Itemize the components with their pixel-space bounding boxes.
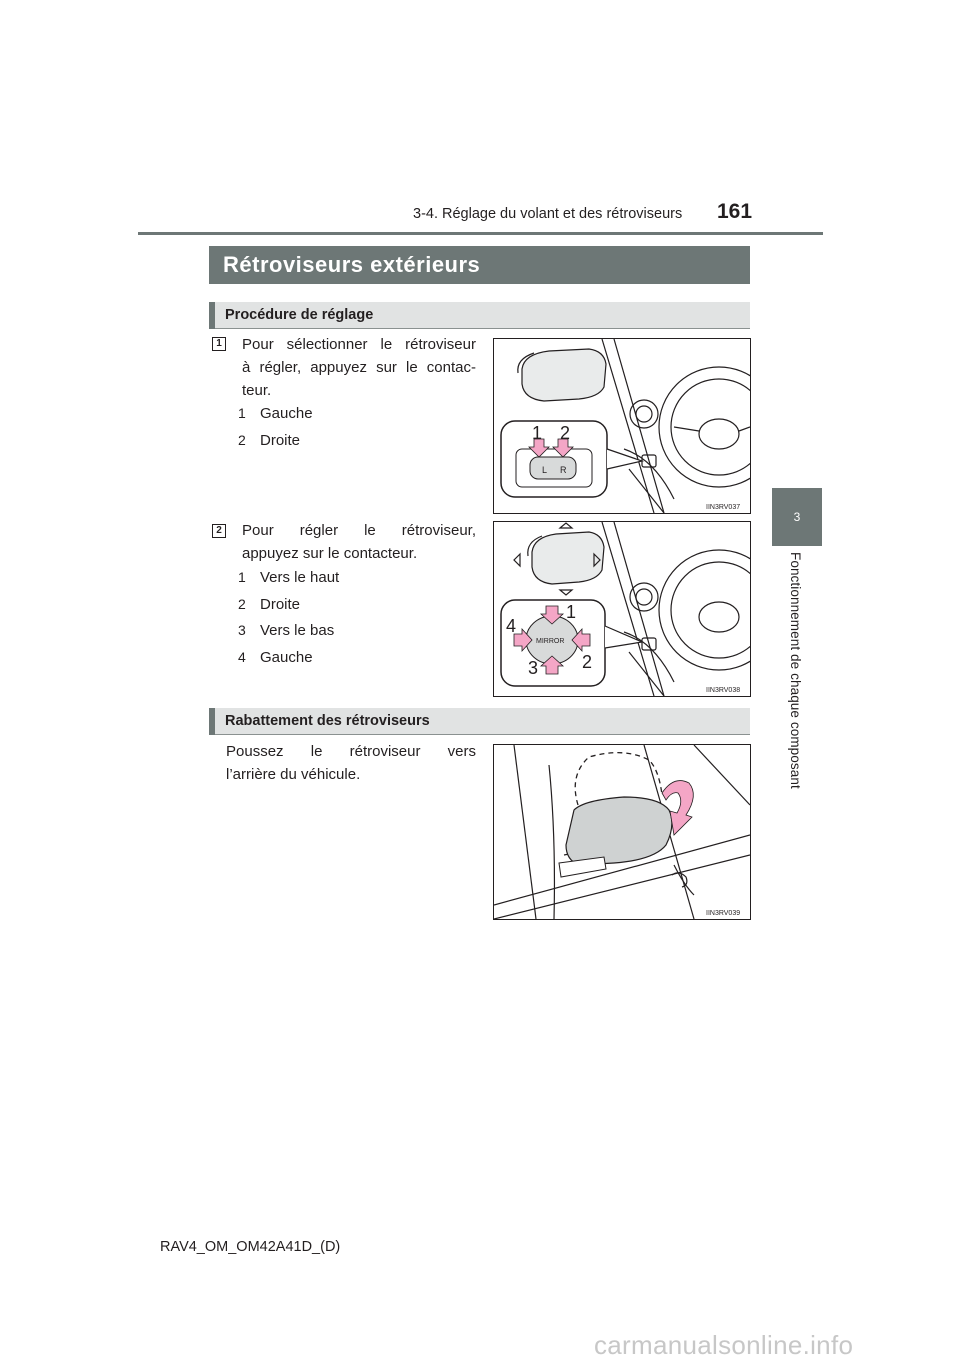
figure-mirror-adjust-switch bbox=[493, 521, 751, 697]
figure-1-illustration bbox=[494, 339, 750, 513]
item-number: 2 bbox=[238, 596, 246, 612]
header-rule bbox=[138, 232, 823, 235]
item-label: Droite bbox=[260, 432, 301, 449]
procedure-heading: Procédure de réglage bbox=[225, 307, 374, 323]
figure-code: IIN3RV039 bbox=[706, 910, 741, 917]
callout-2: 2 bbox=[560, 423, 571, 443]
step-1-line-3: teur. bbox=[242, 382, 272, 399]
folding-line-2: l’arrière du véhicule. bbox=[226, 766, 361, 783]
figure-code: IIN3RV038 bbox=[706, 687, 741, 694]
page-title-bar bbox=[209, 246, 750, 284]
item-number: 1 bbox=[238, 405, 246, 421]
page-title: Rétroviseurs extérieurs bbox=[223, 252, 481, 277]
figure-3-illustration bbox=[494, 745, 750, 919]
figure-2-illustration bbox=[494, 522, 750, 696]
item-label: Vers le bas bbox=[260, 622, 335, 639]
item-label: Gauche bbox=[260, 649, 313, 666]
item-label: Droite bbox=[260, 596, 301, 613]
callout-2: 2 bbox=[582, 652, 593, 672]
mirror-switch-label: MIRROR bbox=[536, 638, 565, 645]
chapter-title-vertical: Fonctionnement de chaque composant bbox=[788, 552, 803, 789]
page-number: 161 bbox=[717, 200, 753, 223]
callout-1: 1 bbox=[532, 423, 543, 443]
figure-mirror-folding bbox=[493, 744, 751, 920]
section-header: 3-4. Réglage du volant et des rétroviseurs bbox=[413, 206, 683, 222]
item-number: 2 bbox=[238, 432, 246, 448]
folding-heading-bar bbox=[209, 708, 750, 735]
figure-mirror-select-switch bbox=[493, 338, 751, 514]
step-2-line-2: appuyez sur le contacteur. bbox=[242, 545, 418, 562]
step-2-marker: 2 bbox=[212, 524, 226, 538]
item-label: Vers le haut bbox=[260, 569, 340, 586]
item-number: 3 bbox=[238, 622, 246, 638]
item-number: 1 bbox=[238, 569, 246, 585]
folding-heading: Rabattement des rétroviseurs bbox=[225, 713, 430, 729]
callout-1: 1 bbox=[566, 602, 577, 622]
callout-3: 3 bbox=[528, 658, 539, 678]
switch-label-left: L bbox=[542, 465, 548, 475]
step-1-line-2: à régler, appuyez sur le contac- bbox=[242, 359, 476, 376]
step-1-line-1: Pour sélectionner le rétroviseur bbox=[242, 336, 476, 353]
chapter-tab: 3 bbox=[772, 488, 822, 546]
item-label: Gauche bbox=[260, 405, 313, 422]
item-number: 4 bbox=[238, 649, 246, 665]
folding-line-1: Poussez le rétroviseur vers bbox=[226, 743, 476, 760]
watermark: carmanualsonline.info bbox=[594, 1330, 854, 1360]
figure-code: IIN3RV037 bbox=[706, 504, 741, 511]
callout-4: 4 bbox=[506, 616, 517, 636]
step-1-marker: 1 bbox=[212, 337, 226, 351]
step-2-line-1: Pour régler le rétroviseur, bbox=[242, 522, 476, 539]
switch-label-right: R bbox=[560, 465, 567, 475]
document-code: RAV4_OM_OM42A41D_(D) bbox=[160, 1239, 341, 1255]
procedure-heading-bar bbox=[209, 302, 750, 329]
